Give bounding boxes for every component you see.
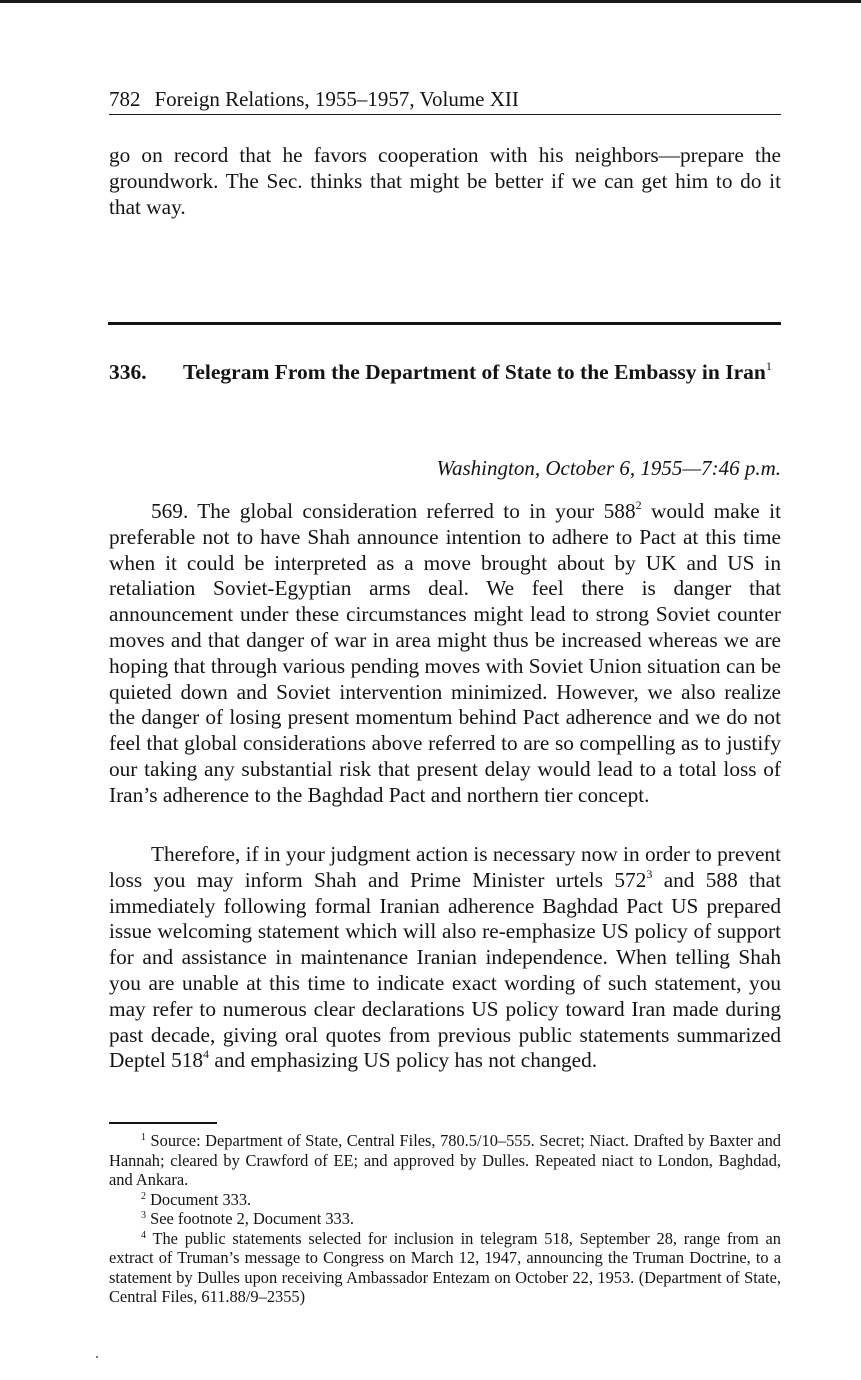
- footnote-rule: [109, 1122, 217, 1124]
- footnote-ref-2: 2: [635, 498, 642, 512]
- section-divider: [108, 322, 781, 325]
- footnote-3-text: See footnote 2, Document 333.: [146, 1209, 355, 1228]
- footnote-2-mark: 2: [141, 1190, 146, 1202]
- footnote-3-mark: 3: [141, 1210, 146, 1221]
- paragraph-1-text-a: 569. The global consideration referred to in your 588: [151, 499, 636, 523]
- footnote-3: [109, 1209, 781, 1229]
- footnote-ref-3: 3: [646, 866, 653, 881]
- telegram-paragraph-1: [109, 499, 781, 809]
- footnotes: [109, 1131, 781, 1307]
- footnote-ref-4: 4: [203, 1047, 210, 1062]
- footnote-1-text: Source: Department of State, Central Files, 780.5/10–555. Secret; Niact. Drafted by Baxter and Hannah; cleared by Crawford of EE; and approved by Dulles. Repeated niact to London, Baghdad, and Ankara.: [109, 1131, 781, 1189]
- footnote-1-mark: 1: [141, 1132, 146, 1143]
- footnote-4-text: The public statements selected for inclusion in telegram 518, September 28, range from an extract of Truman’s message to Congress on March 12, 1947, announcing the Truman Doctrine, to a statement by Dulles upon receiving Ambassador Entezam on October 22, 1953. (Department of State, Central Files, 611.88/9–2355): [109, 1228, 781, 1306]
- running-head: [109, 84, 781, 115]
- footnote-2: [109, 1190, 781, 1210]
- page-top-edge: [0, 0, 861, 3]
- document-title-block: [183, 360, 781, 385]
- document-heading: [109, 360, 781, 385]
- continued-paragraph: go on record that he favors cooperation with his neighbors—prepare the groundwork. The Sec. thinks that might be better if we can get him to do it that way.: [109, 143, 781, 219]
- footnote-2-text: Document 333.: [146, 1189, 252, 1209]
- footnote-ref-1: 1: [765, 359, 772, 373]
- paragraph-2-text-a: Therefore, if in your judgment action is necessary now in order to prevent loss you may inform Shah and Prime Minister urtels 572: [109, 842, 781, 892]
- document-title: Telegram From the Department of State to the Embassy in Iran: [183, 360, 766, 384]
- footnote-4-mark: 4: [141, 1229, 146, 1241]
- footnote-4: [109, 1229, 781, 1307]
- footnote-1: [109, 1131, 781, 1190]
- document-number: 336.: [109, 360, 147, 384]
- publication-title: Foreign Relations, 1955–1957, Volume XII: [154, 87, 519, 111]
- dateline: Washington, October 6, 1955—7:46 p.m.: [436, 456, 781, 480]
- paragraph-2-text-c: and emphasizing US policy has not changed.: [209, 1048, 598, 1073]
- paragraph-2-text-b: and 588 that immediately following formal Iranian adherence Baghdad Pact US prepared issue welcoming statement which will also re-emphasize US policy of support for and assistance in maintenance Iranian independence. When telling Shah you are unable at this time to indicate exact wording of such statement, you may refer to numerous clear declarations US policy toward Iran made during past decade, giving oral quotes from previous public statements summarized Deptel 518: [109, 867, 781, 1073]
- scan-speck: [96, 1356, 98, 1358]
- telegram-paragraph-2: [109, 842, 781, 1074]
- page-number: 782: [109, 87, 141, 111]
- paragraph-1-text-b: would make it preferable not to have Shah announce intention to adhere to Pact at this time when it could be interpreted as a move brought about by UK and US in retaliation Soviet-Egyptian arms deal. We feel there is danger that announcement under these circumstances might lead to strong Soviet counter moves and that danger of war in area might thus be increased whereas we are hoping that through various pending moves with Soviet Union situation can be quieted down and Soviet intervention minimized. However, we also realize the danger of losing present momentum behind Pact adherence and we do not feel that global considerations above referred to are so compelling as to justify our taking any substantial risk that present delay would lead to a total loss of Iran’s adherence to the Baghdad Pact and northern tier concept.: [109, 499, 781, 807]
